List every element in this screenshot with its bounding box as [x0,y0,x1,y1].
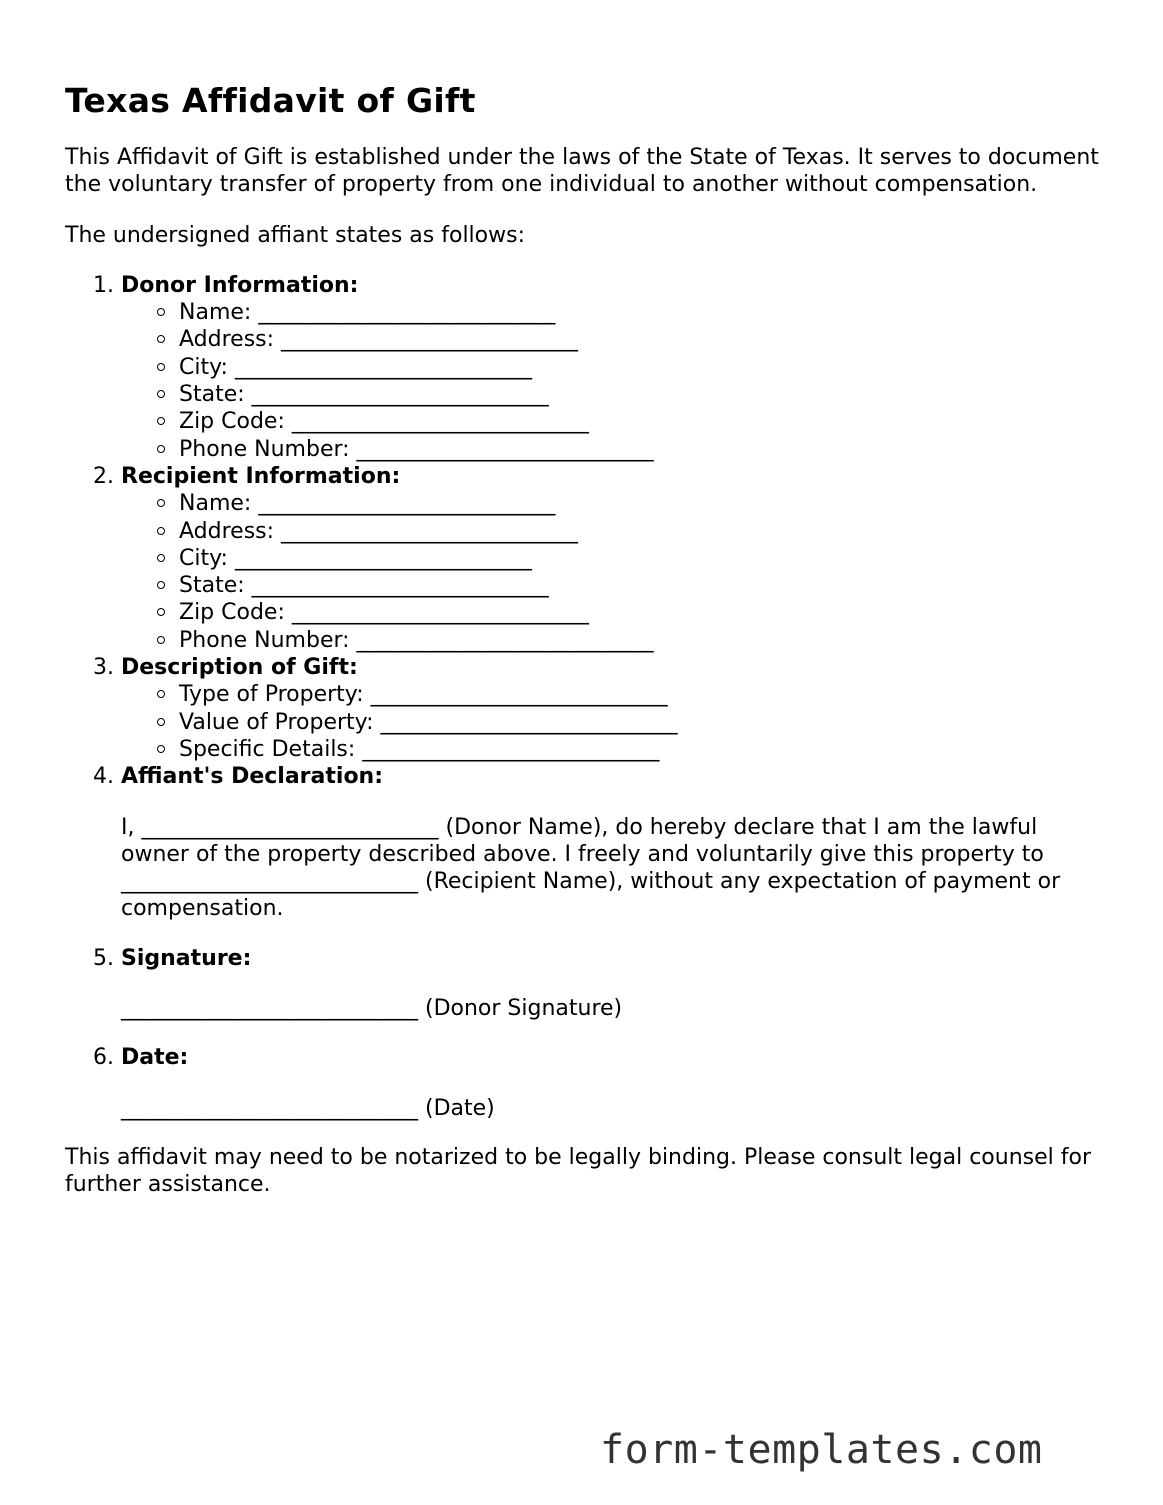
blank-line[interactable]: ___________________________ [291,600,589,626]
footer-note: This affidavit may need to be notarized to be legally binding. Please consult legal counsel for further assistance. [65,1144,1091,1198]
section-signature [121,945,1105,1045]
page-title: Texas Affidavit of Gift [65,81,476,120]
section-title: Description of Gift: [121,655,358,681]
blank-line[interactable]: ___________________________ [380,709,678,735]
field-donor-zip[interactable]: Zip Code: ___________________________ [179,408,1105,435]
donor-fields [121,299,1105,463]
blank-line[interactable]: ___________________________ [258,300,556,326]
signature-blank[interactable]: ___________________________ [121,996,418,1022]
section-title: Date: [121,1045,189,1071]
blank-line[interactable]: ___________________________ [234,354,532,380]
blank-line[interactable]: ___________________________ [251,382,549,408]
field-specific-details[interactable]: Specific Details: ___________________________ [179,736,1105,763]
field-recipient-name[interactable]: Name: ___________________________ [179,490,1105,517]
gift-fields [121,681,1105,763]
blank-line[interactable]: ___________________________ [370,682,668,708]
section-donor [121,272,1105,463]
recipient-name-blank[interactable]: ___________________________ [121,869,418,895]
section-title: Recipient Information: [121,463,401,489]
blank-line[interactable]: ___________________________ [281,518,579,544]
section-declaration [121,763,1105,944]
field-donor-address[interactable]: Address: ___________________________ [179,326,1105,353]
field-donor-name[interactable]: Name: ___________________________ [179,299,1105,326]
field-donor-state[interactable]: State: ___________________________ [179,381,1105,408]
sections-list [65,272,1105,1122]
signature-line: ___________________________ (Donor Signature) [121,996,623,1022]
donor-name-blank[interactable]: ___________________________ [141,814,439,840]
watermark: form-templates.com [600,1427,1043,1473]
blank-line[interactable]: ___________________________ [291,409,589,435]
section-title: Donor Information: [121,272,359,298]
section-title: Affiant's Declaration: [121,764,384,790]
field-recipient-state[interactable]: State: ___________________________ [179,572,1105,599]
field-recipient-city[interactable]: City: ___________________________ [179,545,1105,572]
declaration-paragraph: I, ___________________________ (Donor Name), do hereby declare that I am the lawful owner of the property described above. I freely and voluntarily give this property to ___________________________ (Recipient Name), without any expectation of payment or compensation. [121,814,1061,922]
field-property-type[interactable]: Type of Property: ___________________________ [179,681,1105,708]
blank-line[interactable]: ___________________________ [251,573,549,599]
intro-paragraph: This Affidavit of Gift is established under the laws of the State of Texas. It serves to document the voluntary transfer of property from one individual to another without compensation. [65,145,1099,198]
section-title: Signature: [121,945,252,971]
blank-line[interactable]: ___________________________ [356,627,654,653]
blank-line[interactable]: ___________________________ [234,545,532,571]
section-recipient [121,463,1105,654]
field-recipient-address[interactable]: Address: ___________________________ [179,518,1105,545]
blank-line[interactable]: ___________________________ [258,491,556,517]
document-page [65,80,1105,1199]
section-gift [121,654,1105,763]
date-blank[interactable]: ___________________________ [121,1095,418,1121]
section-date [121,1044,1105,1122]
field-recipient-phone[interactable]: Phone Number: ___________________________ [179,627,1105,654]
field-property-value[interactable]: Value of Property: ___________________________ [179,709,1105,736]
field-donor-phone[interactable]: Phone Number: ___________________________ [179,436,1105,463]
date-line: ___________________________ (Date) [121,1095,495,1121]
blank-line[interactable]: ___________________________ [356,436,654,462]
lead-paragraph: The undersigned affiant states as follows: [65,222,525,248]
field-recipient-zip[interactable]: Zip Code: ___________________________ [179,599,1105,626]
blank-line[interactable]: ___________________________ [362,736,660,762]
recipient-fields [121,490,1105,654]
field-donor-city[interactable]: City: ___________________________ [179,354,1105,381]
blank-line[interactable]: ___________________________ [281,327,579,353]
